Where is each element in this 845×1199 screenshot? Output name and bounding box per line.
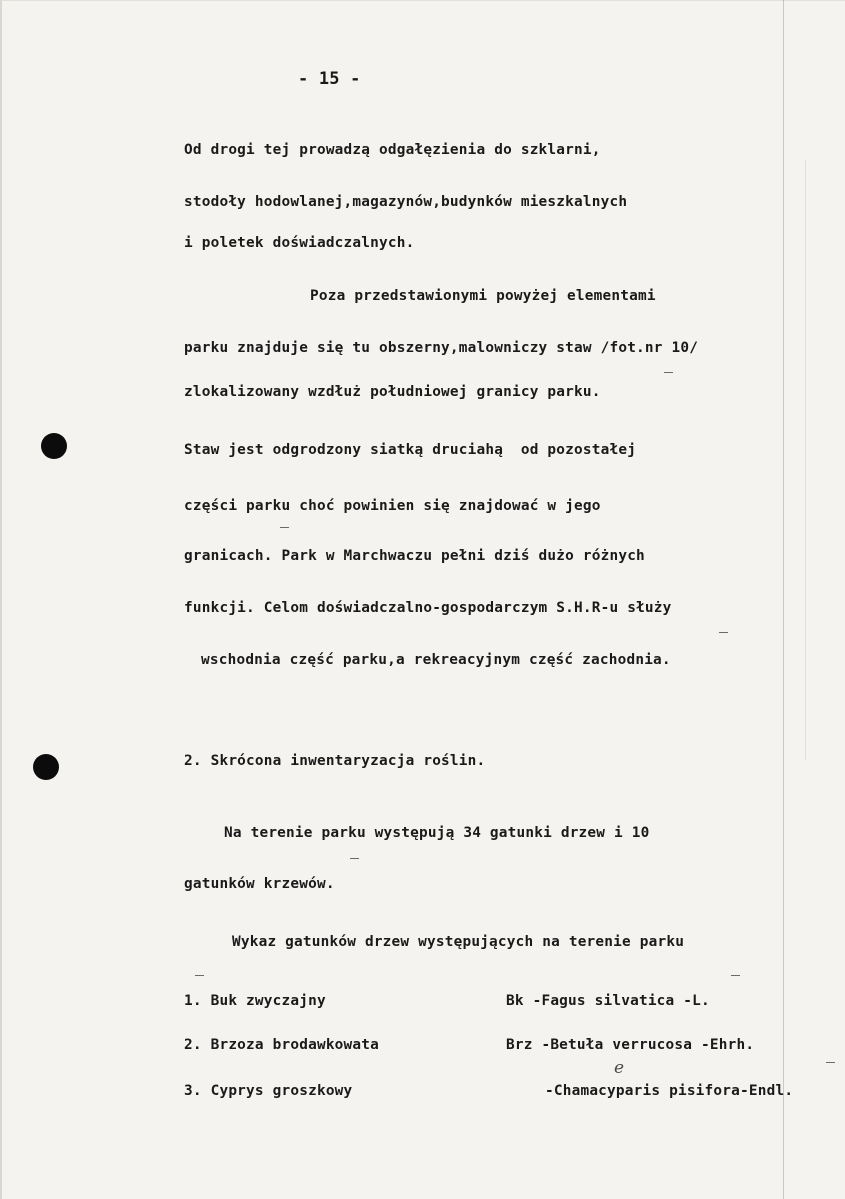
handwritten-correction: e	[614, 1058, 625, 1078]
list-heading: Wykaz gatunków drzew występujących na terenie parku	[232, 934, 685, 950]
species-1-name: 1. Buk zwyczajny	[184, 993, 326, 1009]
paragraph-3-line-1: Staw jest odgrodzony siatką druciahą od pozostałej	[184, 442, 637, 458]
species-2-latin: Brz -Betuła verrucosa -Ehrh.	[506, 1037, 755, 1053]
typewriter-mark	[731, 975, 740, 976]
page-number: - 15 -	[298, 69, 361, 89]
paragraph-4-line-1: Na terenie parku występują 34 gatunki drzew i 10	[224, 825, 650, 841]
paragraph-3-line-5: wschodnia część parku,a rekreacyjnym część zachodnia.	[201, 652, 671, 668]
paragraph-1-line-2: stodoły hodowlanej,magazynów,budynków mieszkalnych	[184, 194, 628, 210]
paragraph-4-line-2: gatunków krzewów.	[184, 876, 335, 892]
typewriter-mark	[664, 372, 673, 373]
species-3-name: 3. Cyprys groszkowy	[184, 1083, 353, 1099]
punch-hole-top	[41, 433, 67, 459]
paragraph-1-line-3: i poletek doświadczalnych.	[184, 235, 415, 251]
species-3-latin: -Chamacyparis pisifora-Endl.	[545, 1083, 794, 1099]
paragraph-2-line-3: zlokalizowany wzdłuż południowej granicy parku.	[184, 384, 601, 400]
typewriter-mark	[350, 858, 359, 859]
typewriter-mark	[826, 1062, 835, 1063]
page-crease-line	[783, 0, 784, 1199]
paragraph-1-line-1: Od drogi tej prowadzą odgałęzienia do szklarni,	[184, 142, 601, 158]
paragraph-2-line-2: parku znajduje się tu obszerny,malowniczy staw /fot.nr 10/	[184, 340, 699, 356]
section-heading: 2. Skrócona inwentaryzacja roślin.	[184, 753, 486, 769]
punch-hole-bottom	[33, 754, 59, 780]
paragraph-3-line-2: części parku choć powinien się znajdować w jego	[184, 498, 601, 514]
paragraph-2-line-1: Poza przedstawionymi powyżej elementami	[310, 288, 656, 304]
species-1-latin: Bk -Fagus silvatica -L.	[506, 993, 710, 1009]
typewriter-mark	[195, 975, 204, 976]
page-crease-shadow	[805, 160, 806, 760]
typewriter-mark	[719, 632, 728, 633]
species-2-name: 2. Brzoza brodawkowata	[184, 1037, 380, 1053]
typewriter-mark	[280, 527, 289, 528]
paragraph-3-line-3: granicach. Park w Marchwaczu pełni dziś dużo różnych	[184, 548, 645, 564]
paragraph-3-line-4: funkcji. Celom doświadczalno-gospodarczym S.H.R-u służy	[184, 600, 672, 616]
